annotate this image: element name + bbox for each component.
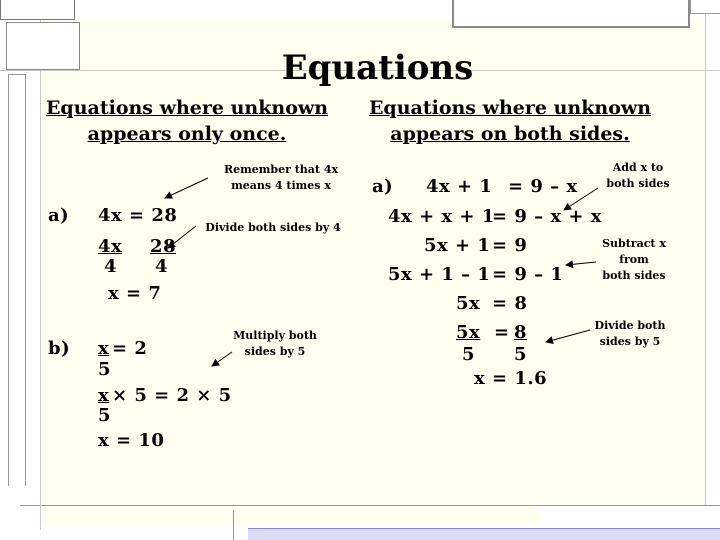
equation-result: x = 7 <box>108 283 162 304</box>
note-divide-by-5 <box>580 318 680 350</box>
heading-line: Equations where unknown <box>45 97 329 119</box>
note-line: Divide both sides by 4 <box>205 221 341 234</box>
equation-step: = 9 – 1 <box>492 264 564 285</box>
fraction-denominator: 5 <box>98 405 112 426</box>
note-line: both sides <box>602 269 666 282</box>
slide-title: Equations <box>281 48 474 88</box>
fraction-numerator: x <box>98 385 110 406</box>
note-line: Add x to <box>612 161 664 174</box>
equation-step: 4x + x + 1 <box>388 206 495 227</box>
note-subtract <box>584 236 684 284</box>
fraction-denominator: 4 <box>104 256 118 277</box>
fraction-denominator: 5 <box>462 344 476 365</box>
note-line: both sides <box>606 177 670 190</box>
equation-result: x = 1.6 <box>474 368 548 389</box>
fraction-denominator: 5 <box>514 344 528 365</box>
equation-step: = 9 – x + x <box>492 206 602 227</box>
equation-rhs: × 5 = 2 × 5 <box>112 385 232 406</box>
fraction-numerator: x <box>98 338 110 359</box>
note-add-x <box>588 160 688 192</box>
equation-step: = 9 – x <box>508 176 578 197</box>
arrow-remember <box>165 178 208 198</box>
equation-step: 4x = 28 <box>98 205 178 226</box>
label-b: b) <box>48 338 71 359</box>
fraction-denominator: 5 <box>98 359 112 380</box>
equation-step: = 9 <box>492 235 528 256</box>
equation-step: = 8 <box>492 293 528 314</box>
fraction-numerator: 8 <box>514 322 528 343</box>
note-line: Divide both <box>594 319 666 332</box>
note-line: sides by 5 <box>244 345 306 358</box>
fraction-denominator: 4 <box>155 256 169 277</box>
note-remember <box>206 162 356 194</box>
equals-sign: = <box>494 322 510 343</box>
fraction-numerator: 5x <box>456 322 481 343</box>
note-divide-by-4 <box>198 220 348 236</box>
equation-step: 4x + 1 <box>426 176 493 197</box>
equation-step: 5x + 1 – 1 <box>388 264 491 285</box>
note-line: from <box>619 253 649 266</box>
note-line: means 4 times x <box>231 179 331 192</box>
fraction-numerator: 28 <box>150 236 177 257</box>
label-a: a) <box>48 205 70 226</box>
note-line: Remember that 4x <box>223 163 339 176</box>
equation-rhs: = 2 <box>112 338 148 359</box>
note-line: sides by 5 <box>599 335 661 348</box>
note-line: Multiply both <box>233 329 317 342</box>
heading-line: appears only once. <box>87 123 287 145</box>
equation-step: 5x + 1 <box>424 235 491 256</box>
fraction-numerator: 4x <box>98 236 123 257</box>
note-multiply <box>220 328 330 360</box>
equation-result: x = 10 <box>98 430 165 451</box>
heading-line: appears on both sides. <box>390 123 630 145</box>
heading-line: Equations where unknown <box>368 97 652 119</box>
label-a: a) <box>372 176 394 197</box>
note-line: Subtract x <box>602 237 666 250</box>
equation-step: 5x <box>456 293 481 314</box>
